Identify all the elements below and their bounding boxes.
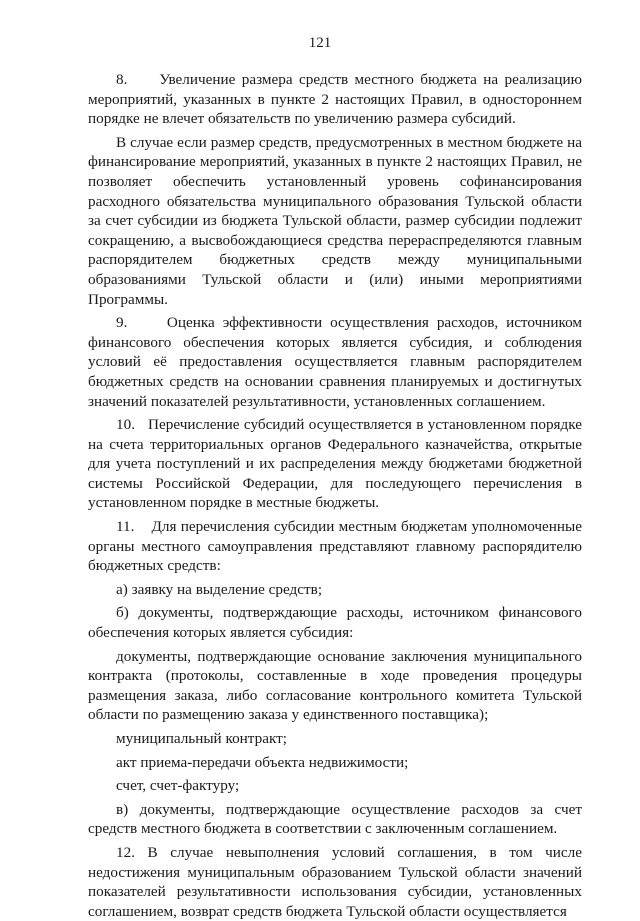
document-body <box>88 70 582 921</box>
list-item-a: а) заявку на выделение средств; <box>116 580 323 598</box>
paragraph-8-continued: В случае если размер средств, предусмотренных в местном бюджете на финансирование мероприятий, указанных в пункте 2 настоящих Правил, не позволяет обеспечить установленный уровень софинансирования расходного обязательства муниципального образования Тульской области за счет субсидии из бюджета Тульской области, размер субсидии подлежит сокращению, а высвобождающиеся средства перераспределяются главным распорядителем бюджетных средств между муниципальными образованиями Тульской области и (или) иными мероприятиями Программы. <box>88 133 582 308</box>
list-item-v: в) документы, подтверждающие осуществление расходов за счет средств местного бюджета в соответствии с заключенным соглашением. <box>88 800 582 838</box>
paragraph-10: 10. Перечисление субсидий осуществляется в установленном порядке на счета территориальных органов Федерального казначейства, открытые для учета поступлений и их распределения между бюджетами бюджетной системы Российской Федерации, для последующего перечисления в установленном порядке в местные бюджеты. <box>88 416 582 512</box>
page-number: 121 <box>308 35 332 51</box>
paragraph-9: 9. Оценка эффективности осуществления расходов, источником финансового обеспечения которых является субсидия, и соблюдения условий её предоставления осуществляется главным распорядителем бюджетных средств на основании сравнения планируемых и достигнутых значений показателей результативности, установленных соглашением. <box>88 314 582 410</box>
list-item-b-invoice: счет, счет-фактуру; <box>116 777 240 795</box>
paragraph-12: 12. В случае невыполнения условий соглашения, в том числе недостижения муниципальным образованием Тульской области значений показателей результативности использования субсидии, установленных соглашением, возврат средств бюджета Тульской области осуществляется <box>88 843 582 920</box>
list-item-b-transfer-act: акт приема-передачи объекта недвижимости; <box>116 753 409 771</box>
paragraph-8: 8. Увеличение размера средств местного бюджета на реализацию мероприятий, указанных в пункте 2 настоящих Правил, в одностороннем порядке не влечет обязательств по увеличению размера субсидий. <box>88 71 582 128</box>
list-item-b: б) документы, подтверждающие расходы, источником финансового обеспечения которых является субсидия: <box>88 604 582 642</box>
list-item-b-contract-docs: документы, подтверждающие основание заключения муниципального контракта (протоколы, составленные в ходе проведения процедуры размещения заказа, либо согласование контрольного комитета Тульской области по размещению заказа у единственного поставщика); <box>88 647 582 724</box>
paragraph-11: 11. Для перечисления субсидии местным бюджетам уполномоченные органы местного самоуправления представляют главному распорядителю бюджетных средств: <box>88 518 582 575</box>
list-item-b-municipal-contract: муниципальный контракт; <box>116 730 287 747</box>
